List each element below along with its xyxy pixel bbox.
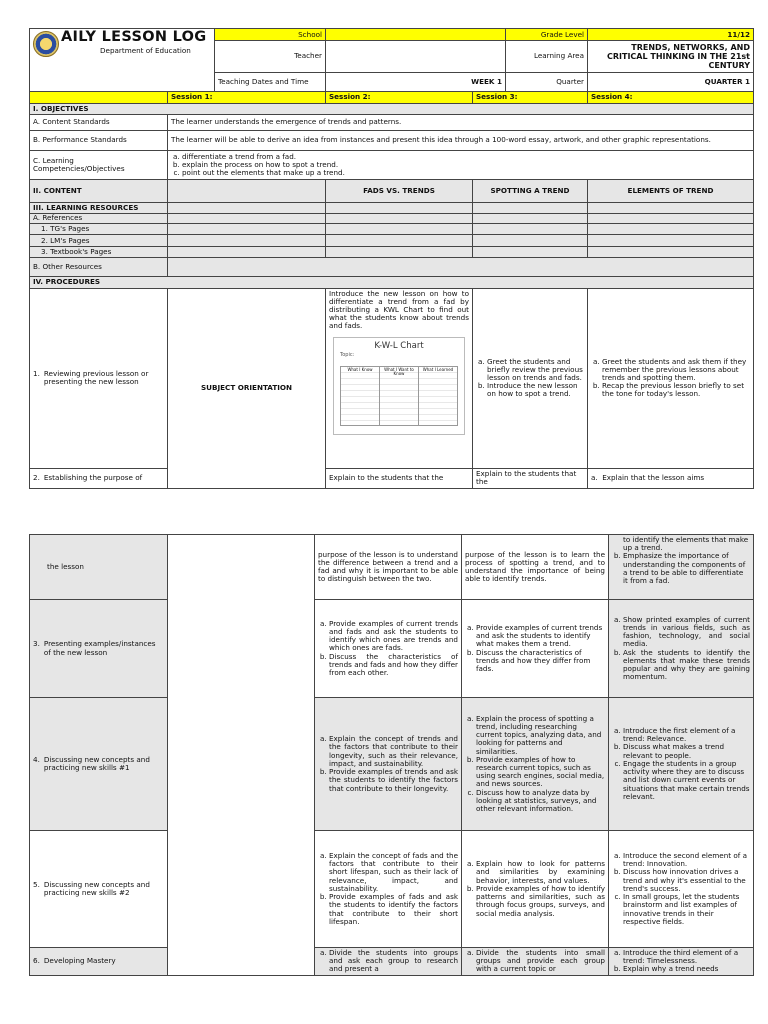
procedure-5-session-3 — [462, 831, 609, 948]
list-item: b. Explain why a trend needs — [623, 965, 750, 973]
list-item: b. Discuss the characteristics of trends and fads and how they differ from each other. — [329, 653, 458, 678]
list-item: a. Introduce the first element of a trend: Relevance. — [623, 727, 750, 743]
content-topic-session-3: SPOTTING A TREND — [473, 180, 588, 203]
kwl-col-know: What I Know — [341, 367, 380, 425]
learning-competencies-label: C. Learning Competencies/Objectives — [30, 151, 168, 180]
list-item: a. Provide examples of current trends and fads and ask the students to identify which ones are trends and which ones are fads. — [329, 620, 458, 653]
procedure-5-session-4 — [609, 831, 754, 948]
session-1-subject-orientation: SUBJECT ORIENTATION — [168, 288, 326, 489]
session-1-column-empty — [168, 535, 315, 976]
procedure-6-session-3 — [462, 948, 609, 976]
learning-area-value: TRENDS, NETWORKS, AND CRITICAL THINKING IN THE 21st CENTURY — [588, 41, 754, 72]
procedure-row-6-label: 6. Developing Mastery — [30, 948, 168, 976]
list-item: a. Introduce the second element of a trend: Innovation. — [623, 852, 750, 868]
list-item: c. Discuss how to analyze data by looking at statistics, surveys, and other relevant information. — [476, 789, 605, 814]
procedure-5-session-2 — [315, 831, 462, 948]
quarter-label: Quarter — [506, 72, 588, 92]
performance-standards-label: B. Performance Standards — [30, 130, 168, 151]
learning-resources-heading: III. LEARNING RESOURCES — [30, 202, 168, 214]
lesson-log-page-2 — [29, 534, 754, 976]
procedure-row-4-label: 4. Discussing new concepts and practicing new skills #1 — [30, 698, 168, 831]
document-title: AILY LESSON LOG — [61, 29, 207, 45]
list-item: a. Show printed examples of current trends in various fields, such as fashion, technology, and social media. — [623, 616, 750, 649]
list-item: b. Provide examples of how to identify patterns and similarities, such as through focus groups, surveys, and social media analysis. — [476, 885, 605, 918]
other-resources-label: B. Other Resources — [30, 258, 168, 277]
competency-item: c. point out the elements that make up a trend. — [182, 169, 750, 177]
references-label: A. References — [30, 214, 168, 223]
list-item: a. Greet the students and ask them if they remember the previous lessons about trends and spotting them. — [602, 358, 750, 383]
procedure-1-session-2: Introduce the new lesson on how to differentiate a trend from a fad by distributing a KWL Chart to find out what the students know about trends and fads. K-W-L Chart Topic: What I Know What I Want to Know What I Learned — [326, 288, 473, 468]
procedure-2-session-2: purpose of the lesson is to understand the difference between a trend and a fad and why it is important to be able to distinguish between the two. — [315, 535, 462, 600]
list-item: b. Introduce the new lesson on how to spot a trend. — [487, 382, 584, 398]
list-item: c. In small groups, let the students brainstorm and list examples of innovative trends in their respective fields. — [623, 893, 750, 926]
school-label: School — [215, 29, 326, 41]
kwl-chart-title: K-W-L Chart — [374, 340, 424, 351]
list-item: b. Ask the students to identify the elements that make these trends popular and why they are gaining momentum. — [623, 649, 750, 682]
performance-standards-text: The learner will be able to derive an idea from instances and present this idea through a 100-word essay, artwork, and other graphic representations. — [168, 130, 754, 151]
list-item: a. Explain how to look for patterns and similarities by examining behavior, interests, and values. — [476, 860, 605, 885]
list-item: a. Introduce the third element of a trend: Timelessness. — [623, 949, 750, 965]
quarter-value: QUARTER 1 — [588, 72, 754, 92]
competency-item: b. explain the process on how to spot a trend. — [182, 161, 750, 169]
teacher-label: Teacher — [215, 41, 326, 72]
lesson-log-page-1 — [29, 28, 754, 489]
procedure-3-session-2 — [315, 600, 462, 698]
session-1-header: Session 1: — [168, 92, 326, 104]
list-item: c. Engage the students in a group activity where they are to discuss and list down current events or situations that make certain trends relevant. — [623, 760, 750, 801]
learning-competencies-list — [168, 151, 754, 180]
session-2-header: Session 2: — [326, 92, 473, 104]
list-item: a. Divide the students into groups and ask each group to research and present a — [329, 949, 458, 974]
procedure-2-session-3: purpose of the lesson is to learn the process of spotting a trend, and to understand the importance of being able to identify trends. — [462, 535, 609, 600]
list-item: a. Divide the students into small groups and provide each group with a current topic or — [476, 949, 605, 974]
procedure-1-session-4 — [588, 288, 754, 468]
procedures-heading: IV. PROCEDURES — [30, 276, 754, 288]
kwl-chart-image — [333, 337, 465, 435]
procedure-6-session-4 — [609, 948, 754, 976]
list-item: b. Provide examples of how to research current topics, such as using search engines, social media, and news sources. — [476, 756, 605, 789]
content-standards-label: A. Content Standards — [30, 115, 168, 130]
textbook-pages-label: 3. Textbook's Pages — [30, 246, 168, 258]
competency-item: a. differentiate a trend from a fad. — [182, 153, 750, 161]
procedure-6-session-2 — [315, 948, 462, 976]
procedure-2-session-4-start: a. Explain that the lesson aims — [588, 468, 754, 488]
kwl-col-learned: What I Learned — [419, 367, 457, 425]
content-heading: II. CONTENT — [30, 180, 168, 203]
content-topic-session-1 — [168, 180, 326, 203]
procedure-row-5-label: 5. Discussing new concepts and practicing new skills #2 — [30, 831, 168, 948]
list-item: b. Provide examples of fads and ask the students to identify the factors that contribute to their short lifespan. — [329, 893, 458, 926]
session-4-header: Session 4: — [588, 92, 754, 104]
content-standards-text: The learner understands the emergence of trends and patterns. — [168, 115, 754, 130]
grade-level-label: Grade Level — [506, 29, 588, 41]
teacher-value — [326, 41, 506, 72]
list-item: b. Discuss how innovation drives a trend and why it's essential to the trend's success. — [623, 868, 750, 893]
kwl-col-want: What I Want to Know — [380, 367, 419, 425]
list-item: b. Provide examples of trends and ask the students to identify the factors that contribute to their longevity. — [329, 768, 458, 793]
week-value: WEEK 1 — [326, 72, 506, 92]
content-topic-session-4: ELEMENTS OF TREND — [588, 180, 754, 203]
procedure-3-session-3 — [462, 600, 609, 698]
teaching-dates-label: Teaching Dates and Time — [215, 72, 326, 92]
content-topic-session-2: FADS VS. TRENDS — [326, 180, 473, 203]
procedure-1-session-3 — [473, 288, 588, 468]
list-item: a. Greet the students and briefly review the previous lesson on trends and fads. — [487, 358, 584, 383]
list-item: b. Recap the previous lesson briefly to set the tone for today's lesson. — [602, 382, 750, 398]
tg-pages-label: 1. TG's Pages — [30, 223, 168, 235]
grade-level-value: 11/12 — [588, 29, 754, 41]
deped-seal-icon — [33, 31, 59, 57]
procedure-row-3-label: 3. Presenting examples/instances of the new lesson — [30, 600, 168, 698]
list-item: a. Explain the concept of fads and the factors that contribute to their short lifespan, such as their lack of relevance, impact, and sustainability. — [329, 852, 458, 893]
school-value — [326, 29, 506, 41]
procedure-3-session-4 — [609, 600, 754, 698]
procedure-row-2-label-cont: the lesson — [30, 535, 168, 600]
list-item: a. Provide examples of current trends and ask the students to identify what makes them a trend. — [476, 624, 605, 649]
procedure-4-session-2 — [315, 698, 462, 831]
procedure-row-2-label: 2. Establishing the purpose of — [30, 468, 168, 488]
procedure-2-session-2-start: Explain to the students that the — [326, 468, 473, 488]
session-3-header: Session 3: — [473, 92, 588, 104]
procedure-2-session-4: to identify the elements that make up a trend. b. Emphasize the importance of understanding the components of a trend to be able to differentiate it from a fad. — [609, 535, 754, 600]
procedure-2-session-3-start: Explain to the students that the — [473, 468, 588, 488]
list-item: b. Discuss the characteristics of trends and how they differ from fads. — [476, 649, 605, 674]
learning-area-label: Learning Area — [506, 41, 588, 72]
procedure-row-1-label: 1. Reviewing previous lesson or presenting the new lesson — [30, 288, 168, 468]
list-item: a. Explain the concept of trends and the factors that contribute to their longevity, such as their relevance, impact, and sustainability. — [329, 735, 458, 768]
list-item: b. Emphasize the importance of understanding the components of a trend to be able to differentiate it from a fad. — [623, 552, 750, 585]
procedure-4-session-4 — [609, 698, 754, 831]
lm-pages-label: 2. LM's Pages — [30, 235, 168, 247]
list-item: b. Discuss what makes a trend relevant to people. — [623, 743, 750, 759]
list-item: a. Explain the process of spotting a trend, including researching current topics, analyzing data, and looking for patterns and similarities. — [476, 715, 605, 756]
kwl-chart-topic: Topic: — [340, 352, 355, 359]
procedure-4-session-3 — [462, 698, 609, 831]
objectives-heading: I. OBJECTIVES — [30, 103, 754, 115]
department-name: Department of Education — [100, 46, 191, 55]
header-logo-block — [30, 29, 215, 92]
